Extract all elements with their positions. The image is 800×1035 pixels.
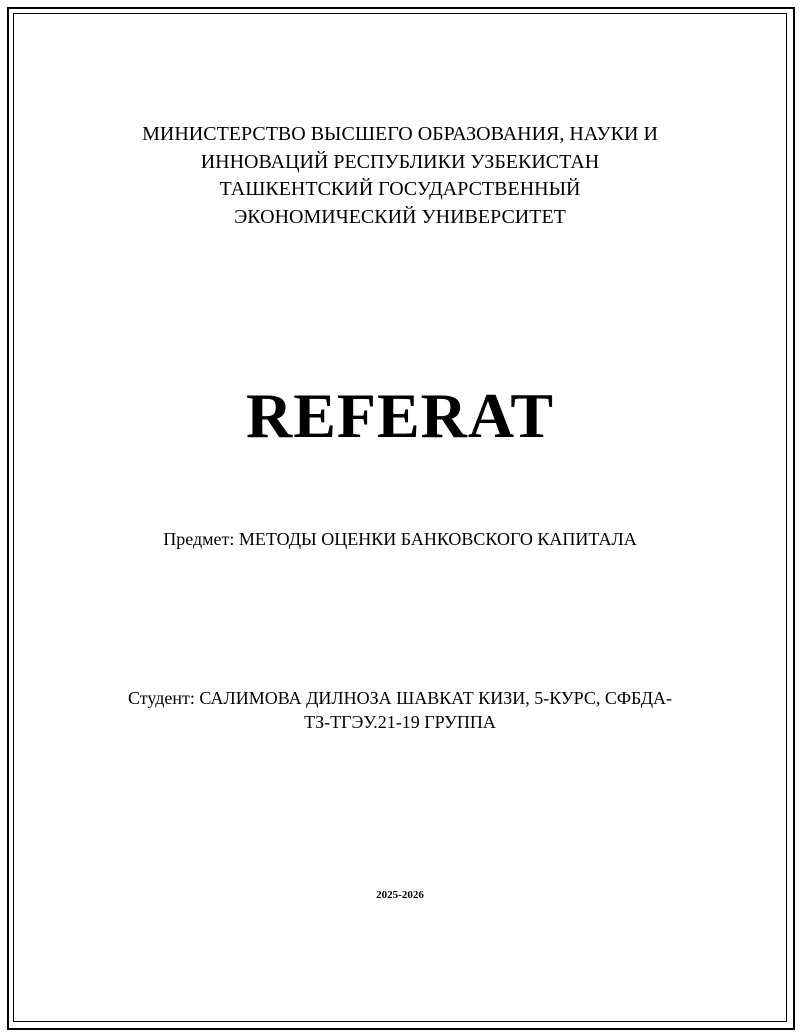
- university-line-1: ТАШКЕНТСКИЙ ГОСУДАРСТВЕННЫЙ: [219, 178, 581, 200]
- university-line-2: ЭКОНОМИЧЕСКИЙ УНИВЕРСИТЕТ: [234, 206, 566, 228]
- subject-line: Предмет: МЕТОДЫ ОЦЕНКИ БАНКОВСКОГО КАПИТАЛА: [163, 529, 637, 549]
- ministry-line-1: МИНИСТЕРСТВО ВЫСШЕГО ОБРАЗОВАНИЯ, НАУКИ И: [142, 123, 658, 145]
- academic-years: 2025-2026: [376, 889, 424, 901]
- student-line-2: ТЗ-ТГЭУ.21-19 ГРУППА: [304, 712, 496, 732]
- ministry-line-2: ИННОВАЦИЙ РЕСПУБЛИКИ УЗБЕКИСТАН: [200, 151, 600, 173]
- student-line-1: Студент: САЛИМОВА ДИЛНОЗА ШАВКАТ КИЗИ, 5-КУРС, СФБДА-: [128, 688, 672, 708]
- document-title: REFERAT: [245, 380, 555, 451]
